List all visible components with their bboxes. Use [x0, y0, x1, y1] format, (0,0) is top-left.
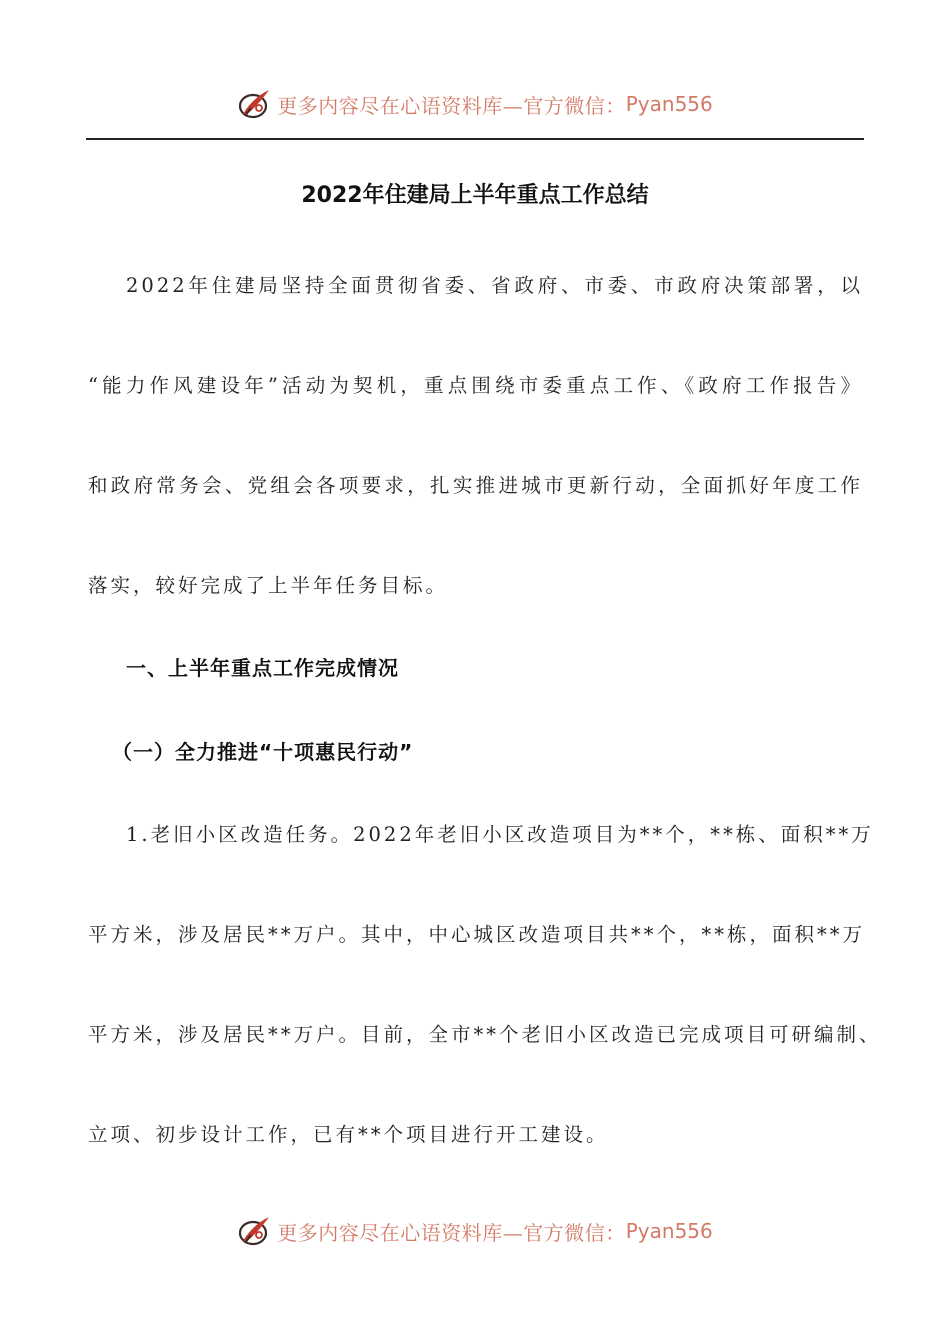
quill-logo-icon	[237, 86, 273, 122]
item1-line-1: 1.老旧小区改造任务。2022年老旧小区改造项目为**个，**栋、面积**万	[126, 823, 874, 846]
intro-line-3: 和政府常务会、党组会各项要求，扎实推进城市更新行动，全面抓好年度工作	[88, 474, 863, 497]
document-title: 2022年住建局上半年重点工作总结	[301, 183, 649, 208]
intro-line-1: 2022年住建局坚持全面贯彻省委、省政府、市委、市政府决策部署，以	[126, 274, 863, 297]
header-divider	[86, 138, 864, 140]
intro-line-4: 落实，较好完成了上半年任务目标。	[88, 574, 449, 597]
header-banner	[0, 84, 950, 124]
section-heading-1: 一、上半年重点工作完成情况	[126, 656, 399, 680]
footer-banner-text: 更多内容尽在心语资料库—官方微信：	[277, 1220, 626, 1245]
banner-text: 更多内容尽在心语资料库—官方微信：	[277, 93, 626, 118]
subsection-heading-1: （一）全力推进“十项惠民行动”	[112, 740, 414, 764]
item1-line-3: 平方米，涉及居民**万户。目前，全市**个老旧小区改造已完成项目可研编制、	[88, 1023, 882, 1046]
item1-line-2: 平方米，涉及居民**万户。其中，中心城区改造项目共**个，**栋，面积**万	[88, 923, 866, 946]
item1-line-4: 立项、初步设计工作，已有**个项目进行开工建设。	[88, 1123, 609, 1146]
banner-wechat-id: Pyan556	[625, 92, 713, 116]
footer-banner	[0, 1211, 950, 1251]
footer-banner-wechat-id: Pyan556	[625, 1219, 713, 1243]
intro-line-2: “能力作风建设年”活动为契机，重点围绕市委重点工作、《政府工作报告》	[88, 374, 863, 397]
quill-logo-icon	[237, 1213, 273, 1249]
